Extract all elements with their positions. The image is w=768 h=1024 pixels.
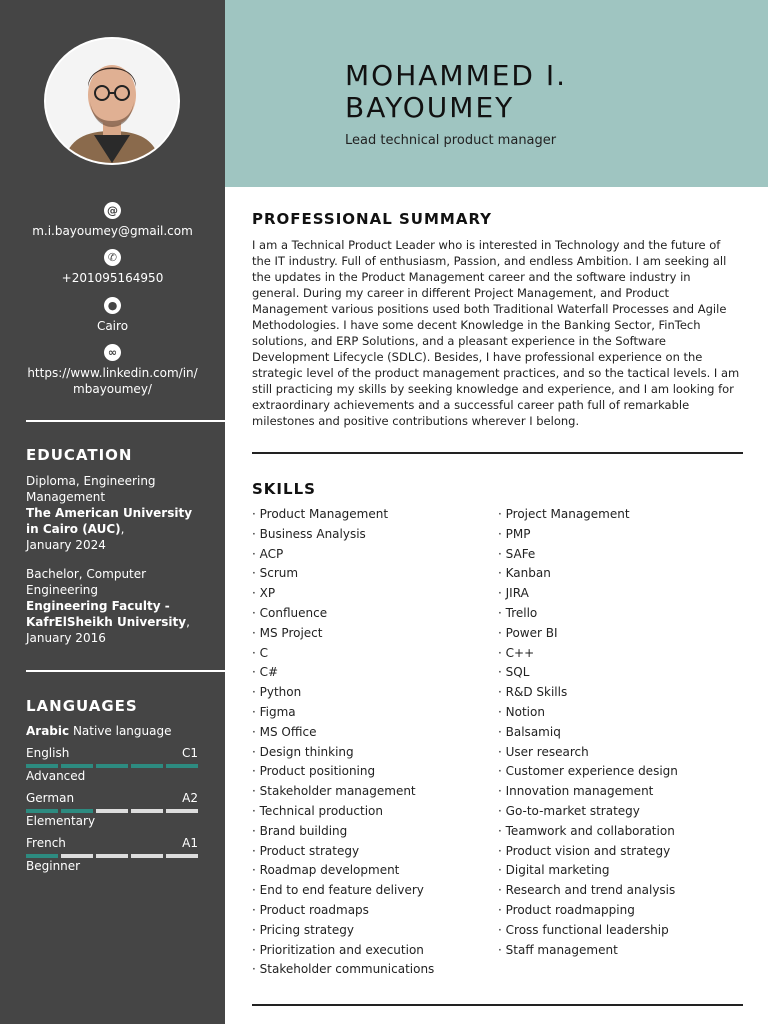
language-code: A1 [182,836,198,850]
summary-text: I am a Technical Product Leader who is interested in Technology and the future of the IT industry. Full of enthusiasm, Passion, and endless Ambition. I am seeking all the updates in the Product Management career and the software industry in general. During my career in different Project Management, and Product Management various positions used both Traditional Waterfall Processes and Agile Methodologies. I have some decent Knowledge in the Banking Sector, FinTech solutions, and ERP Solutions, and a pleasant experience in the Software Development Lifecycle (SDLC). Besides, I have professional experience on the strategic level of the product management practices, and so the tactical levels. I am still practicing my skills by seeking knowledge and experience, and I am looking for extraordinary achievements and a successful career path full of remarkable milestones and positive contributions wherever I belong. [252,238,740,428]
level-segment [26,854,58,858]
level-segment [96,809,128,813]
sidebar [0,0,225,1024]
section-divider [252,452,743,454]
job-title: Lead technical product manager [345,133,557,148]
skill-item: · Pricing strategy [252,921,492,941]
email-text[interactable]: m.i.bayoumey@gmail.com [32,224,193,238]
education-item: Diploma, Engineering Management The American University in Cairo (AUC), January 2024 [26,473,206,553]
skill-item: · Confluence [252,604,492,624]
location-text: Cairo [96,319,129,333]
skill-item: · Brand building [252,822,492,842]
skill-item: · Cross functional leadership [498,921,738,941]
link-icon: ∞ [104,344,121,361]
skill-item: · XP [252,584,492,604]
phone-text: +201095164950 [61,271,164,285]
skill-item: · Notion [498,703,738,723]
skill-item: · Kanban [498,564,738,584]
skill-item: · MS Project [252,624,492,644]
skill-item: · MS Office [252,723,492,743]
education-heading: EDUCATION [26,446,133,464]
education-item: Bachelor, Computer Engineering Engineering Faculty - KafrElSheikh University, January 2016 [26,566,206,646]
languages-heading: LANGUAGES [26,697,138,715]
linkedin-text-line1[interactable]: https://www.linkedin.com/in/ [27,366,198,380]
skill-item: · Technical production [252,802,492,822]
skill-item: · JIRA [498,584,738,604]
education-school: The American University in Cairo (AUC) [26,506,193,536]
language-name: German [26,791,75,805]
skill-item: · Design thinking [252,743,492,763]
skill-item: · R&D Skills [498,683,738,703]
skill-item: · C# [252,663,492,683]
linkedin-text-line2[interactable]: mbayoumey/ [73,382,152,396]
level-segment [96,854,128,858]
skill-item: · Business Analysis [252,525,492,545]
level-segment [166,809,198,813]
language-item [26,836,198,874]
language-level-bar [26,764,198,768]
native-language [26,724,172,738]
skill-item: · ACP [252,545,492,565]
contact-linkedin [0,344,225,397]
phone-icon: ✆ [104,249,121,266]
skills-heading: SKILLS [252,480,316,498]
education-degree: Diploma, Engineering Management [26,474,156,504]
skill-item: · End to end feature delivery [252,881,492,901]
skill-item: · Product strategy [252,842,492,862]
skill-item: · SAFe [498,545,738,565]
level-segment [131,809,163,813]
skill-item: · C [252,644,492,664]
skill-item: · Prioritization and execution [252,941,492,961]
language-level: Elementary [26,814,96,828]
education-date: January 2024 [26,538,106,552]
location-pin-icon: ● [104,297,121,314]
language-code: A2 [182,791,198,805]
skill-item: · Scrum [252,564,492,584]
skill-item: · Product positioning [252,762,492,782]
level-segment [61,809,93,813]
sidebar-divider [26,420,225,422]
skill-item: · Digital marketing [498,861,738,881]
skill-item: · SQL [498,663,738,683]
skill-item: · Innovation management [498,782,738,802]
person-name-line2: BAYOUMEY [345,91,515,124]
language-level-bar [26,809,198,813]
person-name-line1: MOHAMMED I. [345,59,568,92]
level-segment [166,764,198,768]
skill-item: · Trello [498,604,738,624]
section-divider [252,1004,743,1006]
summary-heading: PROFESSIONAL SUMMARY [252,210,493,228]
skill-item: · Balsamiq [498,723,738,743]
skill-item: · Product roadmaps [252,901,492,921]
skill-item: · PMP [498,525,738,545]
skills-list-left [252,505,492,980]
language-item [26,746,198,784]
skill-item: · Roadmap development [252,861,492,881]
person-portrait [46,39,178,163]
language-level-bar [26,854,198,858]
level-segment [26,809,58,813]
skill-item: · Stakeholder communications [252,960,492,980]
skill-item: · Research and trend analysis [498,881,738,901]
skills-list-right [498,505,738,960]
at-icon: @ [104,202,121,219]
skill-item: · Customer experience design [498,762,738,782]
skill-item: · Python [252,683,492,703]
language-code: C1 [181,746,198,760]
skill-item: · Product roadmapping [498,901,738,921]
contact-location [0,297,225,334]
skill-item: · Stakeholder management [252,782,492,802]
skill-item: · Project Management [498,505,738,525]
skill-item: · Power BI [498,624,738,644]
level-segment [61,854,93,858]
skill-item: · Figma [252,703,492,723]
header-banner [225,0,768,187]
skill-item: · Staff management [498,941,738,961]
native-language-label: Native language [72,724,172,738]
education-date: January 2016 [26,631,106,645]
language-item [26,791,198,829]
level-segment [131,854,163,858]
language-name: French [26,836,66,850]
skill-item: · Product vision and strategy [498,842,738,862]
profile-photo [44,37,180,165]
level-segment [61,764,93,768]
education-school: Engineering Faculty - KafrElSheikh University [26,599,187,629]
contact-email [0,202,225,239]
skill-item: · Product Management [252,505,492,525]
skill-item: · Teamwork and collaboration [498,822,738,842]
level-segment [26,764,58,768]
person-name [345,60,567,124]
level-segment [131,764,163,768]
skill-item: · C++ [498,644,738,664]
language-name: English [26,746,70,760]
contact-phone [0,249,225,286]
level-segment [96,764,128,768]
education-degree: Bachelor, Computer Engineering [26,567,147,597]
sidebar-divider [26,670,225,672]
skill-item: · Go-to-market strategy [498,802,738,822]
native-language-name: Arabic [26,724,70,738]
skill-item: · User research [498,743,738,763]
level-segment [166,854,198,858]
language-level: Beginner [26,859,81,873]
language-level: Advanced [26,769,86,783]
